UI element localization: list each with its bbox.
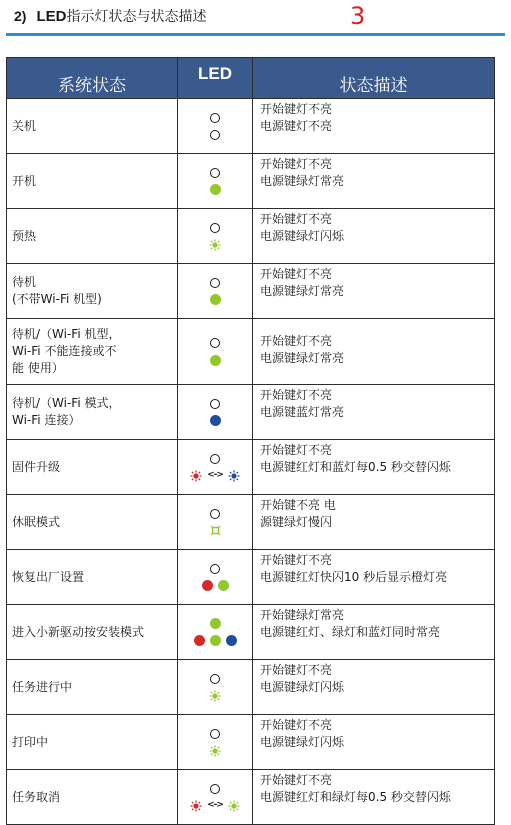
power-key-led <box>178 797 252 814</box>
start-key-led <box>178 505 252 522</box>
description-line: 开始键灯不亮 <box>260 157 333 171</box>
power-key-led <box>178 522 252 539</box>
led-blue-icon <box>210 415 221 426</box>
alternate-arrow-icon: <-> <box>207 470 223 480</box>
led-green-flash-icon <box>209 745 221 757</box>
start-key-led <box>178 560 252 577</box>
power-key-led <box>178 236 252 253</box>
table-row <box>7 770 495 825</box>
led-cell <box>178 319 253 385</box>
description-line: 电源键红灯和蓝灯每0.5 秒交替闪烁 <box>260 460 451 474</box>
description-line: 电源键绿灯常亮 <box>260 284 345 298</box>
description-cell <box>253 385 495 440</box>
description-cell <box>253 660 495 715</box>
description-line: 开始键灯不亮 <box>260 388 333 402</box>
system-state-cell <box>7 605 178 660</box>
system-state-line: 固件升级 <box>12 459 61 474</box>
start-key-led <box>178 725 252 742</box>
led-cell <box>178 605 253 660</box>
description-cell <box>253 99 495 154</box>
power-key-led <box>178 181 252 198</box>
description-line: 开始键灯不亮 <box>260 773 333 787</box>
led-status-table <box>6 57 495 825</box>
system-state-line: (不带Wi-Fi 机型) <box>12 292 102 306</box>
led-off-icon <box>210 454 220 464</box>
system-state-line: 恢复出厂设置 <box>12 569 85 584</box>
system-state-cell <box>7 385 178 440</box>
description-cell <box>253 154 495 209</box>
description-line: 电源键蓝灯常亮 <box>260 405 345 419</box>
led-off-icon <box>210 564 220 574</box>
power-key-led <box>178 632 252 649</box>
led-green-flash-icon <box>209 239 221 251</box>
heading-title: 指示灯状态与状态描述 <box>66 9 207 25</box>
table-row <box>7 440 495 495</box>
system-state-cell <box>7 660 178 715</box>
table-row <box>7 385 495 440</box>
power-key-led <box>178 412 252 429</box>
led-red-icon <box>194 635 205 646</box>
system-state-cell <box>7 209 178 264</box>
system-state-cell <box>7 154 178 209</box>
system-state-line: 待机 <box>12 275 37 289</box>
description-cell <box>253 440 495 495</box>
description-line: 源键绿灯慢闪 <box>260 515 333 529</box>
table-row <box>7 605 495 660</box>
system-state-cell <box>7 99 178 154</box>
table-row <box>7 660 495 715</box>
system-state-cell <box>7 319 178 385</box>
description-line: 开始键绿灯常亮 <box>260 608 345 622</box>
led-off-icon <box>210 278 220 288</box>
led-green-flash-icon <box>228 800 240 812</box>
power-key-led <box>178 467 252 484</box>
power-key-led <box>178 291 252 308</box>
header-system-state: 系统状态 <box>7 58 178 99</box>
led-blue-flash-icon <box>228 470 240 482</box>
system-state-line: 任务进行中 <box>12 679 73 694</box>
description-line: 电源键绿灯闪烁 <box>260 680 345 694</box>
led-green-icon <box>210 355 221 366</box>
led-red-icon <box>202 580 213 591</box>
description-line: 电源键绿灯常亮 <box>260 174 345 188</box>
start-key-led <box>178 219 252 236</box>
start-key-led <box>178 109 252 126</box>
description-cell <box>253 495 495 550</box>
table-row <box>7 495 495 550</box>
description-line: 电源键红灯和绿灯每0.5 秒交替闪烁 <box>260 790 451 804</box>
system-state-cell <box>7 264 178 319</box>
led-off-icon <box>210 674 220 684</box>
system-state-line: 打印中 <box>12 734 49 749</box>
led-green-flash-icon <box>209 690 221 702</box>
led-cell <box>178 550 253 605</box>
system-state-line: 开机 <box>12 173 37 188</box>
table-row <box>7 154 495 209</box>
power-key-led <box>178 352 252 369</box>
led-cell <box>178 660 253 715</box>
led-cell <box>178 154 253 209</box>
description-cell <box>253 770 495 825</box>
page-number: 3 <box>350 2 366 30</box>
led-cell <box>178 264 253 319</box>
header-description: 状态描述 <box>253 58 495 99</box>
alternate-arrow-icon: <-> <box>207 800 223 810</box>
led-red-flash-icon <box>190 800 202 812</box>
led-green-icon <box>210 618 221 629</box>
start-key-led <box>178 164 252 181</box>
section-number: 2) <box>14 8 27 24</box>
power-key-led <box>178 742 252 759</box>
description-line: 开始键灯不亮 <box>260 663 333 677</box>
led-cell <box>178 99 253 154</box>
table-row <box>7 99 495 154</box>
led-off-icon <box>210 338 220 348</box>
system-state-line: Wi-Fi 不能连接或不 <box>12 344 117 358</box>
description-line: 电源键绿灯常亮 <box>260 351 345 365</box>
system-state-cell <box>7 495 178 550</box>
table-row <box>7 264 495 319</box>
description-cell <box>253 605 495 660</box>
table-row <box>7 209 495 264</box>
start-key-led <box>178 274 252 291</box>
description-line: 电源键绿灯闪烁 <box>260 735 345 749</box>
start-key-led <box>178 395 252 412</box>
system-state-line: 任务取消 <box>12 789 61 804</box>
led-off-icon <box>210 399 220 409</box>
system-state-line: 进入小新驱动按安装模式 <box>12 624 145 639</box>
led-green-icon <box>218 580 229 591</box>
description-line: 电源键绿灯闪烁 <box>260 229 345 243</box>
system-state-cell <box>7 440 178 495</box>
description-cell <box>253 319 495 385</box>
power-key-led <box>178 126 252 143</box>
led-off-icon <box>210 729 220 739</box>
start-key-led <box>178 335 252 352</box>
description-line: 开始键灯不亮 <box>260 553 333 567</box>
description-line: 开始键灯不亮 <box>260 718 333 732</box>
table-header-row <box>7 58 495 99</box>
description-line <box>260 321 494 333</box>
description-cell <box>253 550 495 605</box>
description-line: 电源键灯不亮 <box>260 119 333 133</box>
header-led: LED <box>178 58 253 99</box>
led-green-icon <box>210 184 221 195</box>
table-row <box>7 550 495 605</box>
table-row <box>7 715 495 770</box>
system-state-line: 待机/（Wi-Fi 机型， <box>12 327 121 341</box>
system-state-line: 休眠模式 <box>12 514 61 529</box>
system-state-cell <box>7 770 178 825</box>
description-line: 开始键灯不亮 <box>260 443 333 457</box>
led-cell <box>178 209 253 264</box>
led-cell <box>178 715 253 770</box>
led-off-icon <box>210 223 220 233</box>
led-red-flash-icon <box>190 470 202 482</box>
led-cell <box>178 770 253 825</box>
description-line: 开始键不亮 电 <box>260 498 336 512</box>
start-key-led <box>178 615 252 632</box>
system-state-line: 预热 <box>12 228 37 243</box>
led-off-icon <box>210 113 220 123</box>
led-cell <box>178 495 253 550</box>
section-heading <box>14 6 206 26</box>
led-off-icon <box>210 130 220 140</box>
heading-rule <box>6 33 505 36</box>
system-state-cell <box>7 550 178 605</box>
power-key-led <box>178 687 252 704</box>
description-cell <box>253 209 495 264</box>
description-line: 开始键灯不亮 <box>260 212 333 226</box>
led-cell <box>178 385 253 440</box>
led-green-icon <box>210 294 221 305</box>
description-cell <box>253 264 495 319</box>
description-line: 电源键红灯、绿灯和蓝灯同时常亮 <box>260 625 441 639</box>
led-off-icon <box>210 168 220 178</box>
system-state-cell <box>7 715 178 770</box>
system-state-line: 关机 <box>12 118 37 133</box>
description-line: 开始键灯不亮 <box>260 102 333 116</box>
system-state-line: 能 使用） <box>12 361 64 375</box>
start-key-led <box>178 670 252 687</box>
led-green-slow-flash-icon <box>210 525 221 536</box>
description-line: 电源键红灯快闪10 秒后显示橙灯亮 <box>260 570 448 584</box>
system-state-line: 待机/（Wi-Fi 模式， <box>12 396 121 410</box>
power-key-led <box>178 577 252 594</box>
start-key-led <box>178 450 252 467</box>
led-cell <box>178 440 253 495</box>
heading-led: LED <box>36 8 67 25</box>
led-blue-icon <box>226 635 237 646</box>
led-off-icon <box>210 509 220 519</box>
table-row <box>7 319 495 385</box>
system-state-line: Wi-Fi 连接） <box>12 413 81 427</box>
description-line: 开始键灯不亮 <box>260 267 333 281</box>
led-green-icon <box>210 635 221 646</box>
description-line: 开始键灯不亮 <box>260 334 333 348</box>
description-cell <box>253 715 495 770</box>
